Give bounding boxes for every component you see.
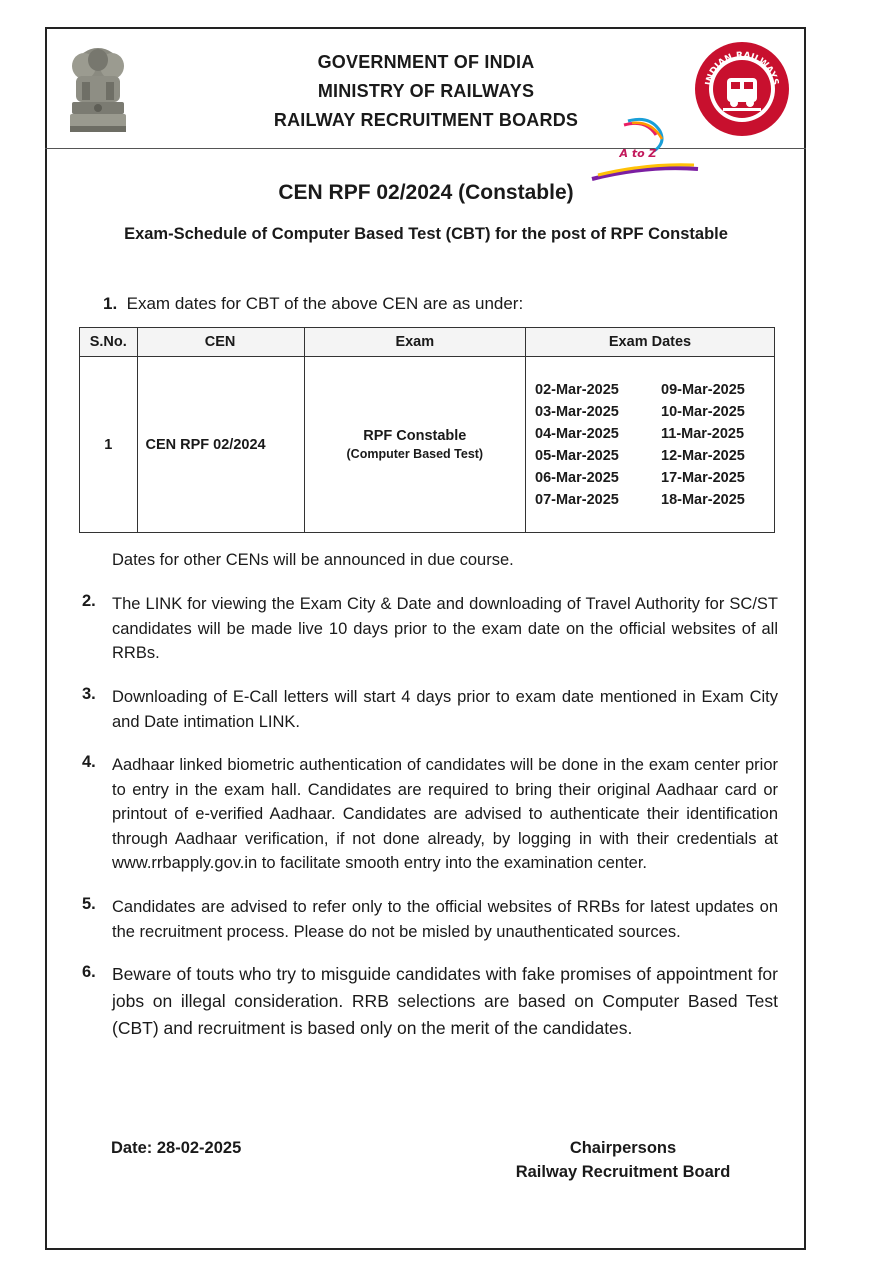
col-header-cen: CEN: [137, 328, 304, 357]
national-emblem-icon: [62, 42, 134, 138]
exam-mode: (Computer Based Test): [346, 447, 484, 461]
paragraph-6: Beware of touts who try to misguide candidates with fake promises of appointment for jobs on illegal consideration. RRB selections are based on Computer Based Test (CBT) and recruitment is based only on the merit of the candidates.: [112, 964, 778, 1038]
exam-dates-grid: [527, 382, 773, 508]
paragraph-3: Downloading of E-Call letters will start 4 days prior to exam date mentioned in Exam City and Date intimation LINK.: [112, 688, 778, 731]
col-header-exam: Exam: [304, 328, 525, 357]
exam-date: 17-Mar-2025: [661, 469, 745, 486]
paragraph-2: The LINK for viewing the Exam City & Date and downloading of Travel Authority for SC/ST candidates will be made live 10 days prior to the exam date on the official websites of all RRBs.: [112, 595, 778, 662]
exam-date: 03-Mar-2025: [535, 403, 619, 420]
col-header-sno: S.No.: [80, 328, 138, 357]
svg-text:A to Z: A to Z: [619, 147, 657, 160]
col-header-exam-dates: Exam Dates: [526, 328, 775, 357]
paragraph-2-number: 2.: [82, 592, 96, 610]
exam-date: 06-Mar-2025: [535, 469, 619, 486]
cell-exam-dates: [526, 357, 775, 533]
table-header-row: [80, 328, 775, 357]
signatory-title: Chairpersons: [569, 1139, 677, 1157]
item-1: [103, 294, 523, 314]
exam-date: 04-Mar-2025: [535, 425, 619, 442]
exam-date: 11-Mar-2025: [661, 425, 745, 442]
header-boards: RAILWAY RECRUITMENT BOARDS: [273, 110, 579, 130]
signatory-organization: Railway Recruitment Board: [515, 1163, 731, 1181]
paragraph-4: Aadhaar linked biometric authentication of candidates will be done in the exam center prior to entry in the exam hall. Candidates are required to bring their original Aadhaar card or printout of e-verified Aadhaar. Candidates are advised to authenticate their identification through Aadhaar verification, if not done already, by logging in with their credentials at www.rrbapply.gov.in to facilitate smooth entry into the examination center.: [112, 756, 778, 872]
svg-text:INDIAN RAILWAYS: INDIAN RAILWAYS: [704, 50, 780, 87]
paragraph-3-number: 3.: [82, 685, 96, 703]
exam-date: 02-Mar-2025: [535, 381, 619, 398]
cell-exam: [304, 357, 525, 533]
document-title: CEN RPF 02/2024 (Constable): [278, 181, 574, 204]
cell-sno: 1: [80, 357, 138, 533]
exam-date: 12-Mar-2025: [661, 447, 745, 464]
paragraph-4-number: 4.: [82, 753, 96, 771]
header-government: GOVERNMENT OF INDIA: [317, 52, 535, 72]
exam-name: RPF Constable: [363, 428, 467, 444]
exam-date: 10-Mar-2025: [661, 403, 745, 420]
other-cens-note: Dates for other CENs will be announced in due course.: [112, 551, 514, 569]
item-text: Exam dates for CBT of the above CEN are as under:: [126, 294, 524, 313]
paragraph-6-number: 6.: [82, 963, 96, 981]
exam-date: 09-Mar-2025: [661, 381, 745, 398]
exam-date: 05-Mar-2025: [535, 447, 619, 464]
table-row: [80, 357, 775, 533]
cell-cen: CEN RPF 02/2024: [137, 357, 304, 533]
paragraph-5: Candidates are advised to refer only to the official websites of RRBs for latest updates on the recruitment process. Please do not be misled by unauthenticated sources.: [112, 898, 778, 941]
issue-date: Date: 28-02-2025: [111, 1139, 242, 1157]
paragraph-5-number: 5.: [82, 895, 96, 913]
document-subtitle: Exam-Schedule of Computer Based Test (CBT) for the post of RPF Constable: [124, 225, 728, 243]
exam-date: 07-Mar-2025: [535, 491, 619, 508]
indian-railways-logo-icon: [693, 40, 791, 138]
header-ministry: MINISTRY OF RAILWAYS: [317, 81, 535, 101]
exam-schedule-table: [79, 327, 775, 533]
exam-date: 18-Mar-2025: [661, 491, 745, 508]
item-number: 1.: [103, 294, 118, 313]
